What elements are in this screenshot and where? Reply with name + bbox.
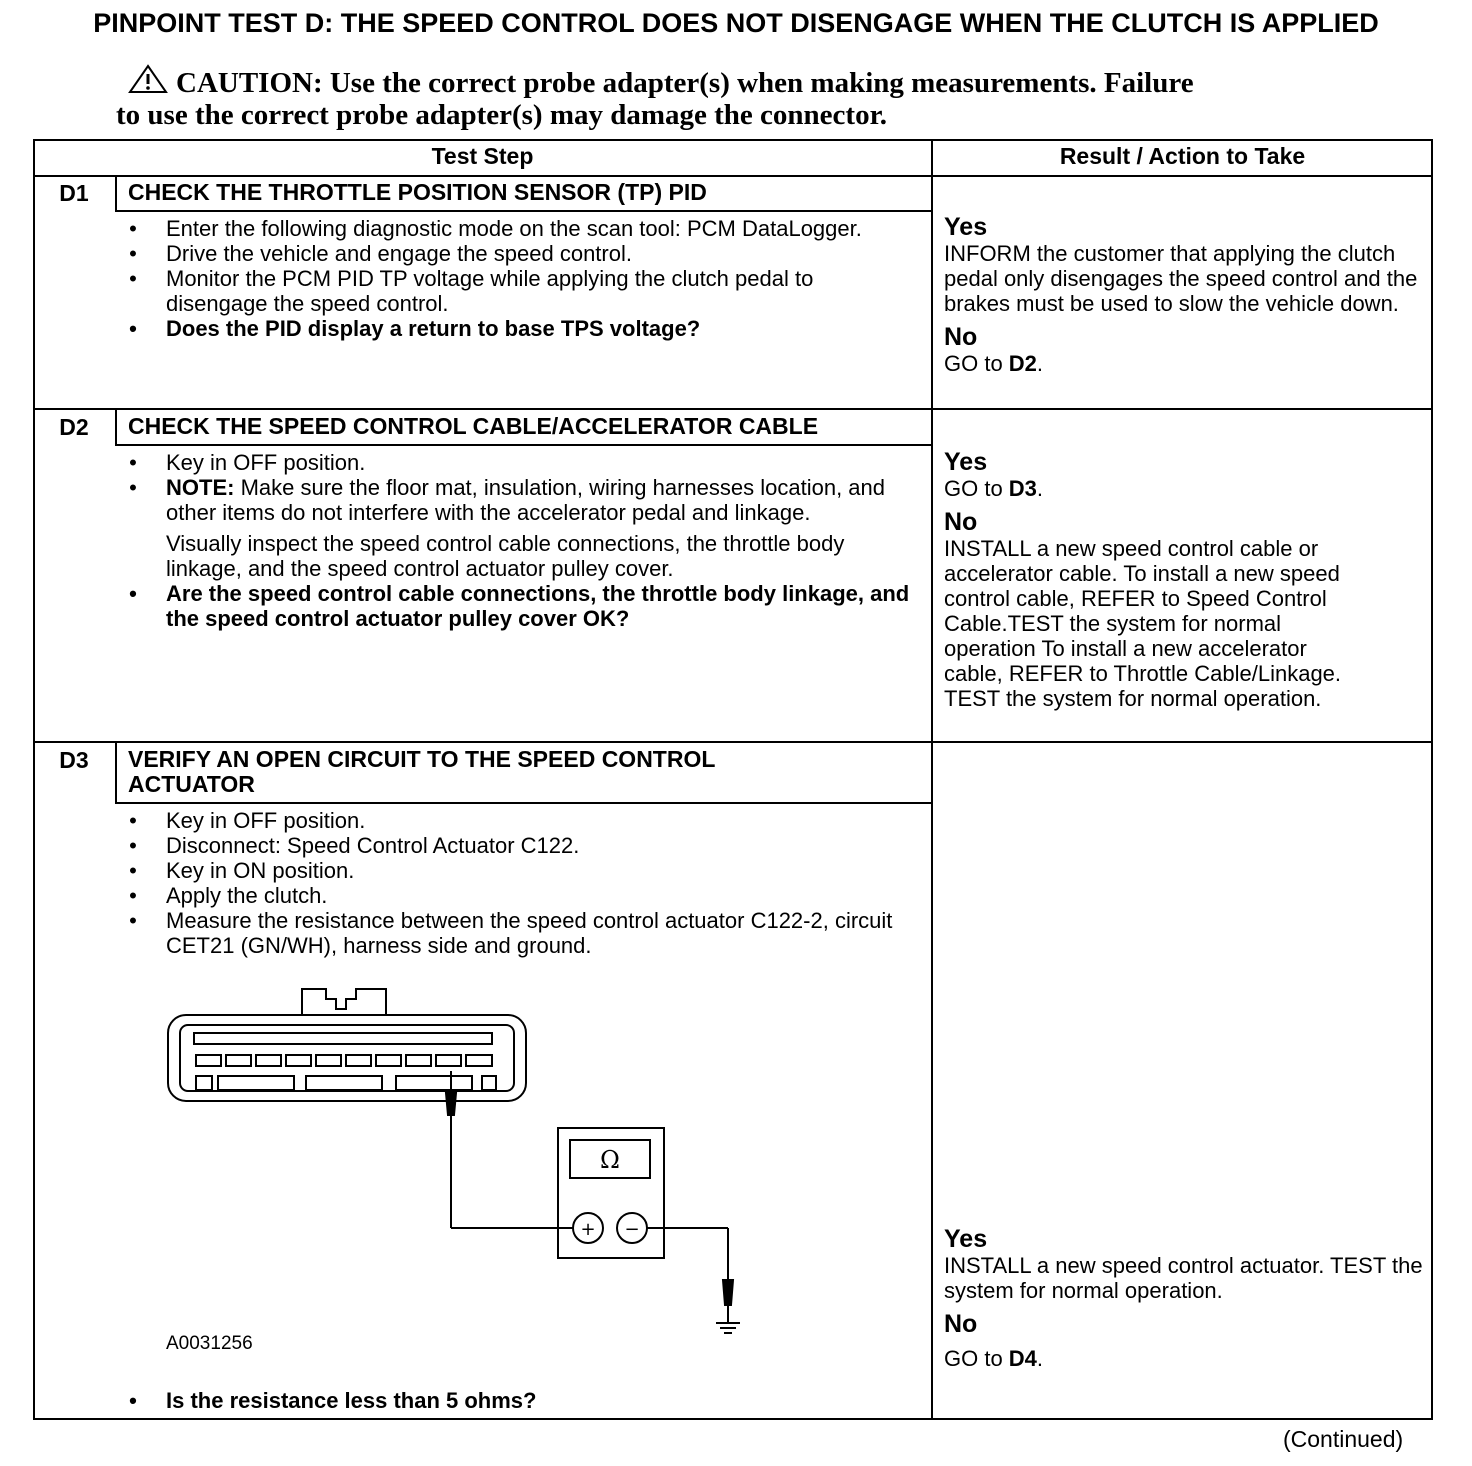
no-action: INSTALL a new speed control cable or accelerator cable. To install a new speed control cable, REFER to Speed Control Cable.TEST the system for normal operation To install a new accelerator cable, REFER to Throttle Cable/Linkage. TEST the system for normal operation.: [944, 536, 1342, 711]
step-title-d2: CHECK THE SPEED CONTROL CABLE/ACCELERATOR CABLE: [128, 413, 819, 439]
ground-icon: [716, 1305, 740, 1333]
goto-step-link[interactable]: D2: [1008, 351, 1037, 376]
list-item: • Monitor the PCM PID TP voltage while applying the clutch pedal to disengage the speed control.: [129, 266, 814, 316]
no-label: No: [944, 508, 978, 536]
step-question-d3-list: [128, 1388, 918, 1413]
list-item: • Key in OFF position.: [129, 808, 366, 833]
figure-id: A0031256: [166, 1333, 253, 1354]
step-items-d2: [128, 450, 918, 631]
header-test-step: Test Step: [431, 143, 534, 169]
probe-lead-ground: [647, 1228, 733, 1305]
page-title: PINPOINT TEST D: THE SPEED CONTROL DOES NOT DISENGAGE WHEN THE CLUTCH IS APPLIED: [93, 8, 1379, 38]
list-item: • Measure the resistance between the speed control actuator C122-2, circuit CET21 (GN/WH), harness side and ground.: [129, 908, 893, 958]
meter-ohm-symbol: Ω: [600, 1146, 620, 1174]
list-item-note-paragraph: Visually inspect the speed control cable connections, the throttle body linkage, and the speed control actuator pulley cover.: [166, 531, 845, 581]
note-label: NOTE:: [166, 475, 235, 500]
step-items-d3: [128, 808, 918, 958]
step-title-divider-d3: [115, 802, 932, 804]
probe-lead-positive: [446, 1071, 576, 1228]
minus-terminal-label: −: [624, 1219, 640, 1240]
step-id-divider-d1: [115, 176, 117, 211]
list-item: • Apply the clutch.: [129, 883, 328, 908]
caution-line-1: CAUTION: Use the correct probe adapter(s) when making measurements. Failure: [176, 67, 1194, 99]
no-action: GO to D4.: [944, 1346, 1044, 1371]
yes-action: GO to D3.: [944, 476, 1044, 501]
row-divider-d1: [34, 408, 1432, 410]
step-items-d1: [128, 216, 918, 341]
step-question-d1: • Does the PID display a return to base TPS voltage?: [129, 316, 701, 341]
caution-notice: [116, 64, 1356, 131]
column-divider: [931, 140, 933, 1419]
plus-terminal-label: +: [580, 1219, 596, 1240]
no-action: GO to D2.: [944, 351, 1044, 376]
connector-c122-illustration: [168, 989, 526, 1101]
yes-action: INSTALL a new speed control actuator. TEST the system for normal operation.: [944, 1253, 1423, 1303]
header-divider: [34, 175, 1432, 177]
row-divider-d2: [34, 741, 1432, 743]
goto-step-link[interactable]: D4: [1008, 1346, 1037, 1371]
step-id-d1: D1: [59, 180, 89, 206]
no-label: No: [944, 1310, 978, 1338]
result-d3: [944, 1226, 1424, 1371]
list-item: • Enter the following diagnostic mode on the scan tool: PCM DataLogger.: [129, 216, 862, 241]
step-id-d3: D3: [59, 747, 89, 773]
caution-line-2: to use the correct probe adapter(s) may damage the connector.: [116, 99, 888, 131]
step-title-divider-d1: [115, 210, 932, 212]
result-d1: [944, 214, 1424, 376]
step-question-d2: • Are the speed control cable connections, the throttle body linkage, and the speed control actuator pulley cover OK?: [129, 581, 910, 631]
ohmmeter-icon: [558, 1128, 664, 1258]
step-id-divider-d2: [115, 409, 117, 445]
step-id-divider-d3: [115, 742, 117, 803]
step-title-d3: VERIFY AN OPEN CIRCUIT TO THE SPEED CONTROL ACTUATOR: [128, 746, 716, 797]
list-item: • NOTE: Make sure the floor mat, insulation, wiring harnesses location, and other items do not interfere with the accelerator pedal and linkage.: [129, 475, 886, 525]
step-question-d3: • Is the resistance less than 5 ohms?: [129, 1388, 537, 1413]
header-result: Result / Action to Take: [1059, 143, 1306, 169]
continued-label: (Continued): [1283, 1426, 1404, 1452]
warning-triangle-icon: [128, 64, 168, 94]
list-item: • Disconnect: Speed Control Actuator C122.: [129, 833, 580, 858]
yes-action: INFORM the customer that applying the clutch pedal only disengages the speed control and the brakes must be used to slow the vehicle down.: [944, 241, 1418, 316]
no-label: No: [944, 323, 978, 351]
result-d2: [944, 449, 1424, 711]
connector-meter-diagram: [150, 975, 770, 1345]
list-item: • Key in OFF position.: [129, 450, 366, 475]
step-title-divider-d2: [115, 444, 932, 446]
step-title-d1: CHECK THE THROTTLE POSITION SENSOR (TP) PID: [128, 179, 707, 205]
list-item: • Drive the vehicle and engage the speed control.: [129, 241, 632, 266]
yes-label: Yes: [944, 448, 988, 476]
list-item: • Key in ON position.: [129, 858, 355, 883]
yes-label: Yes: [944, 213, 988, 241]
yes-label: Yes: [944, 1225, 988, 1253]
goto-step-link[interactable]: D3: [1008, 476, 1037, 501]
step-id-d2: D2: [59, 414, 89, 440]
